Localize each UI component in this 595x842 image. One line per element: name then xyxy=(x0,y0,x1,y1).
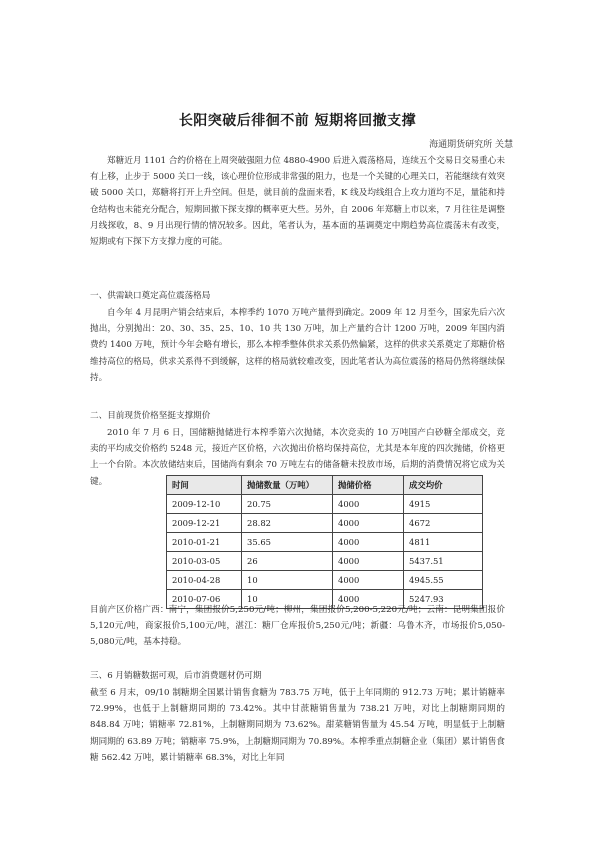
table-cell: 4000 xyxy=(333,571,404,590)
table-cell: 4915 xyxy=(404,495,483,514)
table-header-cell: 抛储数量（万吨） xyxy=(242,476,333,495)
table-header-cell: 抛储价格 xyxy=(333,476,404,495)
table-cell: 10 xyxy=(242,590,333,609)
table-row xyxy=(167,495,483,514)
section-3-paragraph: 截至 6 月末，09/10 制糖期全国累计销售食糖为 783.75 万吨，低于上年同期的 912.73 万吨；累计销糖率 72.99%，也低于上制糖期同期的 73.42%。其中甘蔗糖销售量为 738.21 万吨，对比上制糖期同期的 848.84 万吨；销糖率 72.81%，上制糖期同期为 73.62%。甜菜糖销售量为 45.54 万吨，明显低于上制糖期同期的 63.89 万吨；销糖率 75.9%，上制糖期同期为 70.89%。本榨季重点制糖企业（集团）累计销售食糖 562.42 万吨，累计销糖率 68.3%，对比上年同 xyxy=(90,688,505,763)
table-cell: 2009-12-10 xyxy=(167,495,242,514)
table-header-row xyxy=(167,476,483,495)
table-cell: 2010-03-05 xyxy=(167,552,242,571)
table-cell: 4811 xyxy=(404,533,483,552)
table-cell: 20.75 xyxy=(242,495,333,514)
table-cell: 2010-01-21 xyxy=(167,533,242,552)
intro-paragraph: 郑糖近月 1101 合约价格在上周突破强阻力位 4880-4900 后进入震荡格局，连续五个交易日交易重心未有上移，止步于 5000 关口一线，该心理价位形成非常强的阻力，也是一个关键的心理关口，若能继续有效突破 5000 关口，郑糖将打开上升空间。但是，就目前的盘面来看，K 线及均线组合上攻力道均不足，量能和持仓结构也未能充分配合，短期回撤下探支撑的概率更大些。另外，自 2006 年郑糖上市以来，7 月往往是调整月线探收，8、9 月出现行情的情况较多。因此，笔者认为，基本面的基调奠定中期趋势高位震荡未有改变，短期或有下探下方支撑力度的可能。 xyxy=(90,156,505,248)
table-cell: 2010-07-06 xyxy=(167,590,242,609)
section-3-heading: 三、6 月销糖数据可观，后市消费题材仍可期 xyxy=(90,671,262,681)
table-cell: 4672 xyxy=(404,514,483,533)
table-cell: 2010-04-28 xyxy=(167,571,242,590)
table-cell: 4000 xyxy=(333,514,404,533)
table-row xyxy=(167,552,483,571)
table-cell: 5247.93 xyxy=(404,590,483,609)
table-row xyxy=(167,533,483,552)
table-cell: 4945.55 xyxy=(404,571,483,590)
table-cell: 28.82 xyxy=(242,514,333,533)
table-cell: 26 xyxy=(242,552,333,571)
table-cell: 2009-12-21 xyxy=(167,514,242,533)
section-2-paragraph: 2010 年 7 月 6 日，国储糖抛储进行本榨季第六次抛储，本次竞卖的 10 万吨国产白砂糖全部成交，竞卖的平均成交价格约 5248 元，接近产区价格，六次抛出价格均保持高位，尤其是本年度的四次抛储，价格更上一个台阶。本次放储结束后，国储尚有剩余 70 万吨左右的储备糖未投放市场，后期的消费情况将它成为关键。 xyxy=(90,428,505,487)
document-author: 海通期货研究所 关慧 xyxy=(429,140,513,150)
section-2-heading: 二、目前现货价格坚挺支撑期价 xyxy=(90,411,211,421)
document-title: 长阳突破后徘徊不前 短期将回撤支撑 xyxy=(178,113,417,129)
section-1-paragraph: 自今年 4 月昆明产销会结束后，本榨季约 1070 万吨产量得到确定。2009 年 12 月至今，国家先后六次抛出，分别抛出：20、30、35、25、10、10 共 130 万吨，加上产量约合计 1200 万吨，2009 年国内消费约 1400 万吨，预计今年会略有增长，那么本榨季整体供求关系仍然偏紧，这样的供求关系奠定了郑糖价格维持高位的格局，供求关系得不到缓解，这样的格局就较难改变，因此笔者认为高位震荡的格局仍然将继续保持。 xyxy=(90,308,505,383)
table-header-cell: 成交均价 xyxy=(404,476,483,495)
table-cell: 4000 xyxy=(333,590,404,609)
table-header-cell: 时间 xyxy=(167,476,242,495)
table-cell: 4000 xyxy=(333,533,404,552)
table-cell: 4000 xyxy=(333,495,404,514)
table-cell: 5437.51 xyxy=(404,552,483,571)
section-2-price-paragraph: 目前产区价格广西：南宁，集团报价5,250元/吨；柳州，集团报价5,200-5,220元/吨；云南：昆明集团报价5,120元/吨，商家报价5,100元/吨，湛江：糖厂仓库报价5,250元/吨；新疆：乌鲁木齐，市场报价5,050-5,080元/吨，基本持稳。 xyxy=(90,605,505,648)
table-row xyxy=(167,571,483,590)
section-1-heading: 一、供需缺口奠定高位震荡格局 xyxy=(90,291,211,301)
table-cell: 10 xyxy=(242,571,333,590)
table-cell: 4000 xyxy=(333,552,404,571)
table-row xyxy=(167,514,483,533)
reserve-sale-table xyxy=(166,475,483,609)
table-cell: 35.65 xyxy=(242,533,333,552)
